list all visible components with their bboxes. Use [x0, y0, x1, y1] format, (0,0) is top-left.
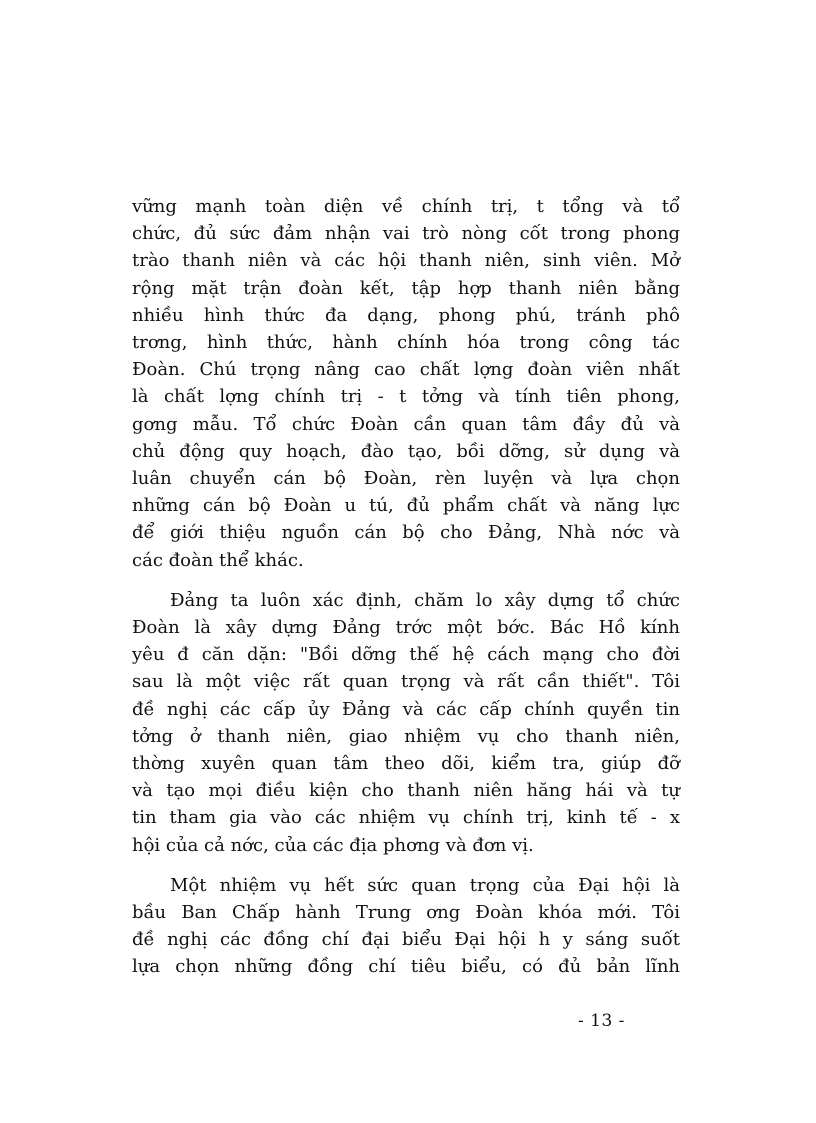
text-line: Đảng ta luôn xác định, chăm lo xây dựng tổ chức: [170, 589, 680, 611]
text-line: yêu đ căn dặn: "Bồi dỡng thế hệ cách mạng cho đời: [132, 644, 680, 666]
text-line: Đoàn. Chú trọng nâng cao chất lợng đoàn viên nhất: [132, 359, 680, 381]
text-line: bầu Ban Chấp hành Trung ơng Đoàn khóa mới. Tôi: [132, 902, 680, 924]
text-line: chủ động quy hoạch, đào tạo, bồi dỡng, sử dụng và: [132, 440, 680, 462]
paragraph-1: [132, 193, 680, 574]
text-line: luân chuyển cán bộ Đoàn, rèn luyện và lựa chọn: [132, 468, 680, 490]
text-line: trào thanh niên và các hội thanh niên, sinh viên. Mở: [132, 250, 680, 272]
text-line: tin tham gia vào các nhiệm vụ chính trị, kinh tế - x: [132, 807, 680, 829]
text-line: những cán bộ Đoàn u tú, đủ phẩm chất và năng lực: [132, 495, 680, 517]
text-line: là chất lợng chính trị - t tởng và tính tiên phong,: [132, 386, 680, 408]
paragraph-2: [132, 587, 680, 859]
text-line: rộng mặt trận đoàn kết, tập hợp thanh niên bằng: [132, 277, 680, 299]
text-line: trơng, hình thức, hành chính hóa trong công tác: [132, 332, 680, 354]
page-number: - 13 -: [578, 1011, 625, 1031]
page-body: [132, 193, 680, 981]
paragraph-3: [132, 872, 680, 981]
text-line: Một nhiệm vụ hết sức quan trọng của Đại hội là: [170, 874, 680, 896]
text-line: lựa chọn những đồng chí tiêu biểu, có đủ bản lĩnh: [132, 956, 680, 978]
text-line: đề nghị các đồng chí đại biểu Đại hội h y sáng suốt: [132, 929, 680, 951]
text-line: để giới thiệu nguồn cán bộ cho Đảng, Nhà nớc và: [132, 522, 680, 544]
text-line: đề nghị các cấp ủy Đảng và các cấp chính quyền tin: [132, 698, 680, 720]
text-line: hội của cả nớc, của các địa phơng và đơn vị.: [132, 834, 534, 856]
text-line: Đoàn là xây dựng Đảng trớc một bớc. Bác Hồ kính: [132, 617, 680, 639]
text-line: các đoàn thể khác.: [132, 549, 304, 571]
text-line: sau là một việc rất quan trọng và rất cần thiết". Tôi: [132, 671, 680, 693]
text-line: gơng mẫu. Tổ chức Đoàn cần quan tâm đầy đủ và: [132, 413, 680, 435]
text-line: và tạo mọi điều kiện cho thanh niên hăng hái và tự: [132, 780, 680, 802]
text-line: tởng ở thanh niên, giao nhiệm vụ cho thanh niên,: [132, 725, 680, 747]
text-line: chức, đủ sức đảm nhận vai trò nòng cốt trong phong: [132, 223, 680, 245]
text-line: thờng xuyên quan tâm theo dõi, kiểm tra, giúp đỡ: [132, 753, 680, 775]
text-line: nhiều hình thức đa dạng, phong phú, tránh phô: [132, 304, 680, 326]
text-line: vững mạnh toàn diện về chính trị, t tổng và tổ: [132, 196, 680, 217]
